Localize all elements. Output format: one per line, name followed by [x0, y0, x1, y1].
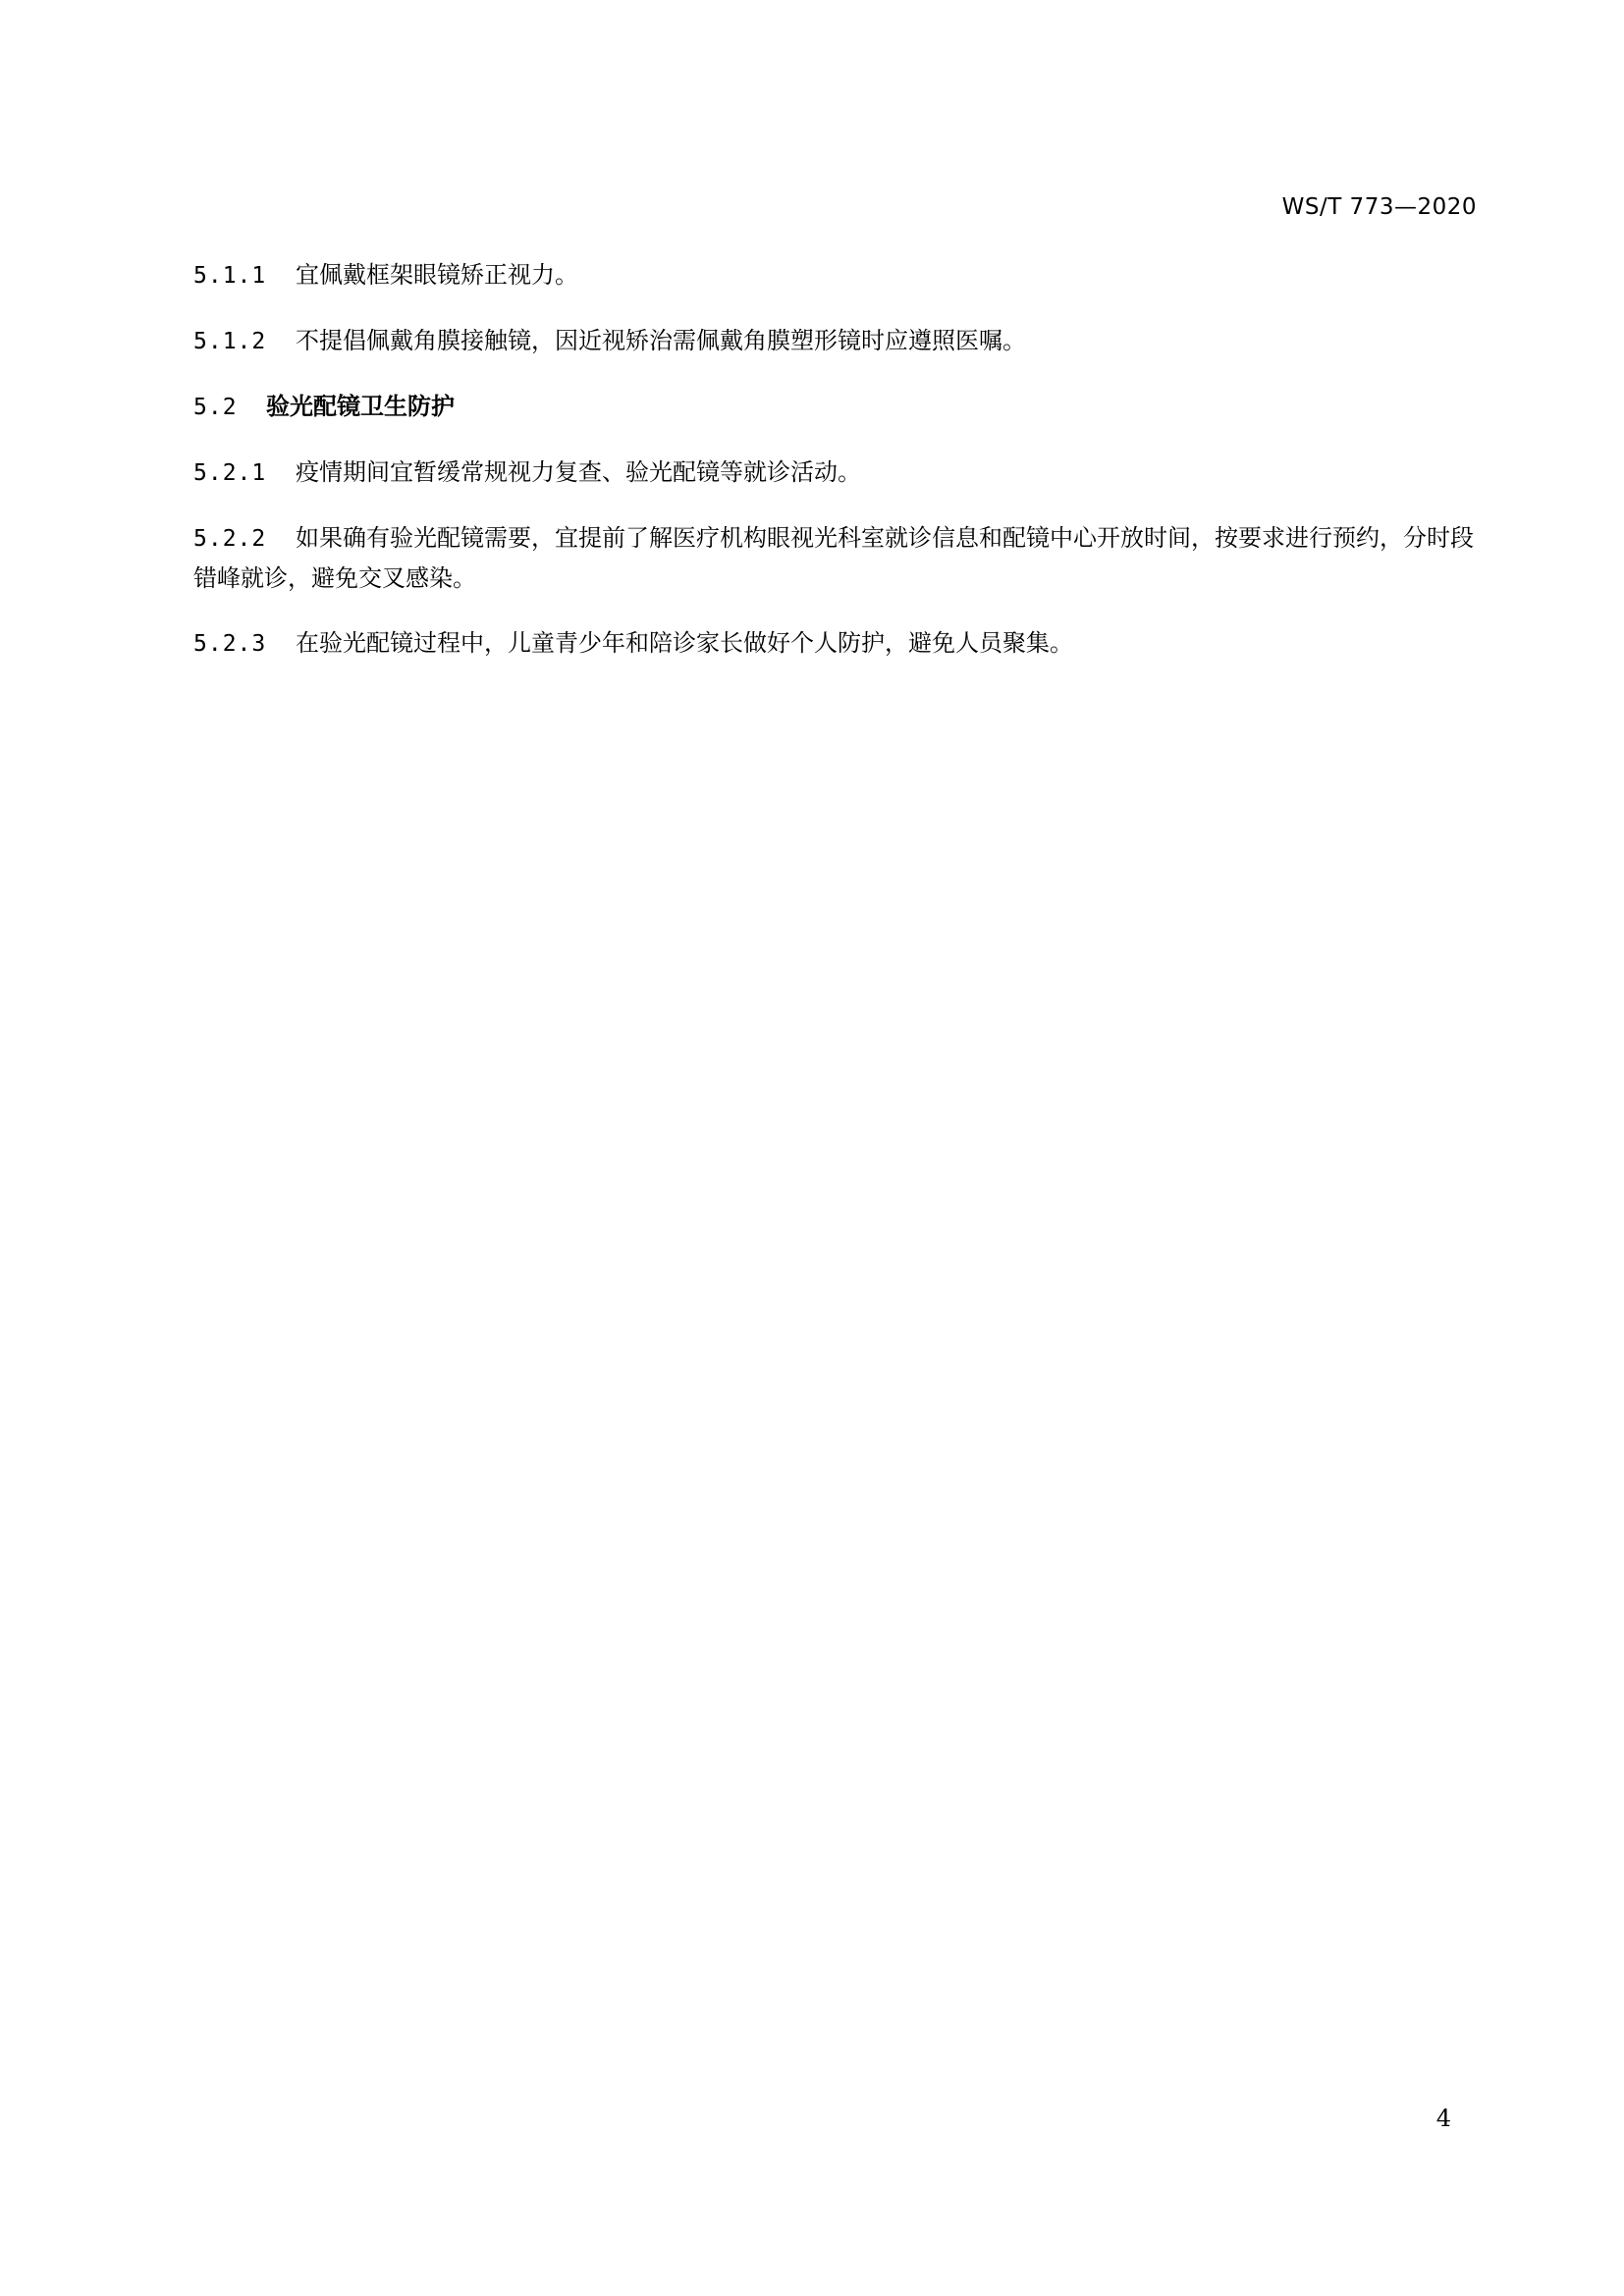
clause-5-2-1 [193, 453, 1480, 493]
standard-code: WS/T 773—2020 [1281, 194, 1477, 220]
clause-text: 宜佩戴框架眼镜矫正视力。 [296, 261, 578, 289]
section-heading-5-2 [193, 387, 1480, 427]
page-number: 4 [1435, 2105, 1451, 2132]
clause-5-1-2 [193, 321, 1480, 361]
section-number: 5.2 [193, 395, 238, 420]
clause-number: 5.2.2 [193, 526, 267, 552]
clause-5-2-3 [193, 623, 1480, 664]
clause-text: 不提倡佩戴角膜接触镜，因近视矫治需佩戴角膜塑形镜时应遵照医嘱。 [296, 327, 1026, 354]
clause-text: 如果确有验光配镜需要，宜提前了解医疗机构眼视光科室就诊信息和配镜中心开放时间，按要求进行预约，分时段错峰就诊，避免交叉感染。 [193, 524, 1474, 592]
section-title: 验光配镜卫生防护 [266, 393, 455, 420]
clause-number: 5.1.2 [193, 329, 267, 354]
clause-5-1-1 [193, 255, 1480, 295]
clause-number: 5.1.1 [193, 263, 267, 289]
clause-text: 疫情期间宜暂缓常规视力复查、验光配镜等就诊活动。 [296, 458, 861, 486]
clause-5-2-2 [193, 518, 1480, 598]
clause-number: 5.2.1 [193, 460, 267, 486]
clause-text: 在验光配镜过程中，儿童青少年和陪诊家长做好个人防护，避免人员聚集。 [296, 629, 1073, 657]
document-body [193, 255, 1480, 689]
clause-number: 5.2.3 [193, 631, 267, 657]
